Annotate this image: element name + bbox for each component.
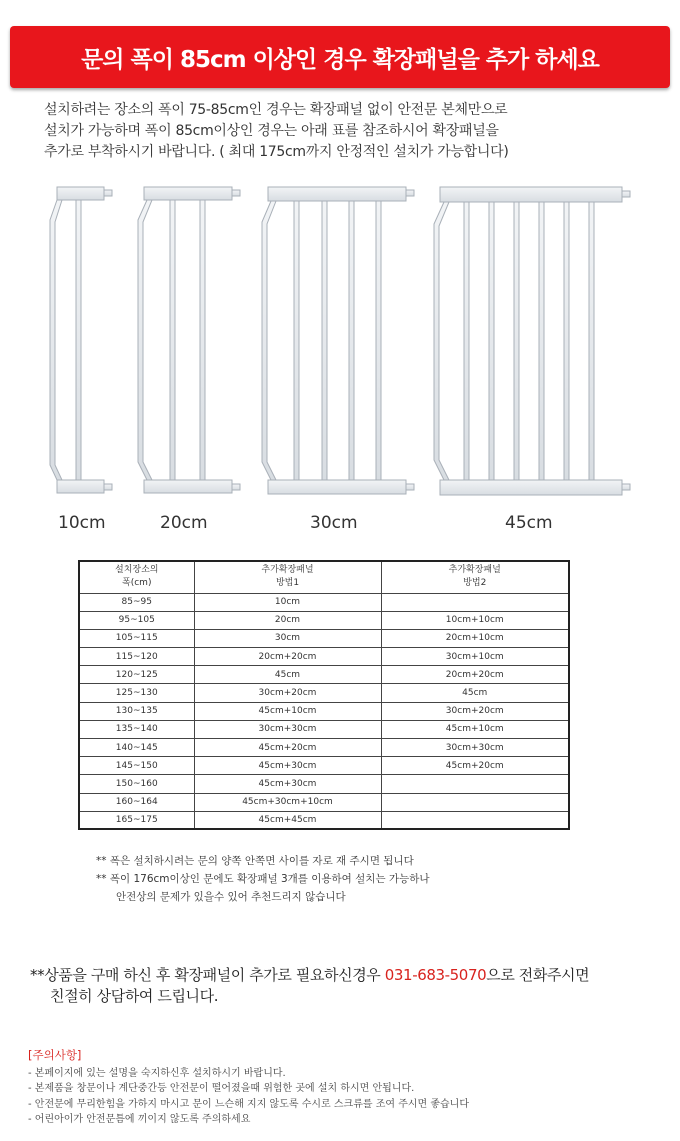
cell-width: 150~160: [79, 775, 194, 793]
cell-method-1: 45cm+10cm: [194, 702, 381, 720]
cell-width: 95~105: [79, 611, 194, 629]
header-width-label: 설치장소의 폭(cm): [115, 565, 159, 589]
banner-title: 문의 폭이 85cm 이상인 경우 확장패널을 추가 하세요: [81, 46, 599, 73]
caution-item: - 본제품을 창문이나 계단중간등 안전문이 떨어졌을때 위험한 곳에 설치 하시면 안됩니다.: [28, 1083, 415, 1094]
phone-number: 031-683-5070: [384, 966, 487, 984]
header-banner: [10, 26, 670, 88]
header-width: [79, 561, 194, 593]
table-row: [79, 593, 569, 611]
contact-suffix: 으로 전화주시면: [486, 966, 590, 984]
cell-method-2: 45cm+20cm: [381, 757, 569, 775]
cell-method-2: [381, 811, 569, 829]
cell-method-2: 30cm+10cm: [381, 648, 569, 666]
contact-line: [30, 965, 589, 986]
table-row: [79, 648, 569, 666]
cell-method-1: 45cm+20cm: [194, 739, 381, 757]
panel-label-45cm: 45cm: [505, 513, 553, 533]
cell-method-2: 20cm+20cm: [381, 666, 569, 684]
cell-method-1: 10cm: [194, 593, 381, 611]
cell-width: 140~145: [79, 739, 194, 757]
panel-20cm-image: [138, 187, 240, 493]
cell-method-2: [381, 593, 569, 611]
table-row: [79, 702, 569, 720]
measurement-notes: [96, 852, 430, 906]
cell-method-1: 45cm+30cm: [194, 775, 381, 793]
cell-method-2: [381, 775, 569, 793]
cell-method-2: 45cm: [381, 684, 569, 702]
table-row: [79, 757, 569, 775]
cell-method-1: 30cm+30cm: [194, 720, 381, 738]
panel-45cm-image: [434, 187, 630, 495]
header-method-1-label: 추가확장패널 방법1: [261, 565, 314, 589]
table-header-row: [79, 561, 569, 593]
table-row: [79, 775, 569, 793]
table-row: [79, 629, 569, 647]
cell-method-2: 30cm+30cm: [381, 739, 569, 757]
table-row: [79, 611, 569, 629]
table-row: [79, 666, 569, 684]
cell-width: 160~164: [79, 793, 194, 811]
panel-label-30cm: 30cm: [310, 513, 358, 533]
cell-width: 130~135: [79, 702, 194, 720]
cell-method-1: 45cm+30cm: [194, 757, 381, 775]
extension-panels-illustration: [0, 180, 680, 510]
cell-method-2: 10cm+10cm: [381, 611, 569, 629]
cell-method-1: 30cm: [194, 629, 381, 647]
header-method-2: [381, 561, 569, 593]
table-row: [79, 739, 569, 757]
cell-method-1: 45cm+30cm+10cm: [194, 793, 381, 811]
cell-method-1: 45cm+45cm: [194, 811, 381, 829]
header-method-1: [194, 561, 381, 593]
cell-method-2: 45cm+10cm: [381, 720, 569, 738]
panel-label-10cm: 10cm: [58, 513, 106, 533]
intro-line: 추가로 부착하시기 바랍니다. ( 최대 175cm까지 안정적인 설치가 가능합니다): [44, 144, 509, 160]
cell-method-1: 20cm+20cm: [194, 648, 381, 666]
intro-text: [44, 100, 644, 163]
cell-width: 85~95: [79, 593, 194, 611]
panel-10cm-image: [50, 187, 112, 493]
cell-method-1: 20cm: [194, 611, 381, 629]
caution-item: - 어린아이가 안전문틈에 끼이지 않도록 주의하세요: [28, 1114, 251, 1125]
cell-width: 120~125: [79, 666, 194, 684]
table-row: [79, 811, 569, 829]
caution-item: - 안전문에 무리한힘을 가하지 마시고 문이 느슨해 지지 않도록 수시로 스크류를 조여 주시면 좋습니다: [28, 1098, 469, 1110]
contact-line-2: 친절히 상담하여 드립니다.: [50, 987, 219, 1005]
panel-label-20cm: 20cm: [160, 513, 208, 533]
panel-30cm-image: [262, 187, 414, 494]
intro-line: 설치하려는 장소의 폭이 75-85cm인 경우는 확장패널 없이 안전문 본체만으로: [44, 102, 508, 118]
cell-width: 125~130: [79, 684, 194, 702]
note-line: 안전상의 문제가 있을수 있어 추천드리지 않습니다: [116, 891, 346, 903]
cell-width: 165~175: [79, 811, 194, 829]
cell-method-1: 30cm+20cm: [194, 684, 381, 702]
cell-width: 115~120: [79, 648, 194, 666]
cell-method-2: [381, 793, 569, 811]
panel-combination-table: [78, 560, 570, 830]
cell-width: 135~140: [79, 720, 194, 738]
note-line: ** 폭은 설치하시려는 문의 양쪽 안쪽면 사이를 자로 재 주시면 됩니다: [96, 855, 414, 867]
caution-title: [주의사항]: [28, 1048, 82, 1062]
table-row: [79, 793, 569, 811]
header-method-2-label: 추가확장패널 방법2: [448, 565, 501, 589]
table-row: [79, 684, 569, 702]
intro-line: 설치가 가능하며 폭이 85cm이상인 경우는 아래 표를 참조하시어 확장패널을: [44, 123, 499, 139]
note-line: ** 폭이 176cm이상인 문에도 확장패널 3개를 이용하여 설치는 가능하나: [96, 873, 430, 885]
contact-prefix: **상품을 구매 하신 후 확장패널이 추가로 필요하신경우: [30, 966, 385, 984]
caution-item: - 본페이지에 있는 설명을 숙지하신후 설치하시기 바랍니다.: [28, 1067, 286, 1079]
caution-section: [28, 1048, 469, 1128]
cell-method-2: 30cm+20cm: [381, 702, 569, 720]
cell-width: 145~150: [79, 757, 194, 775]
cell-width: 105~115: [79, 629, 194, 647]
contact-notice: [30, 965, 589, 1007]
table-row: [79, 720, 569, 738]
cell-method-1: 45cm: [194, 666, 381, 684]
cell-method-2: 20cm+10cm: [381, 629, 569, 647]
